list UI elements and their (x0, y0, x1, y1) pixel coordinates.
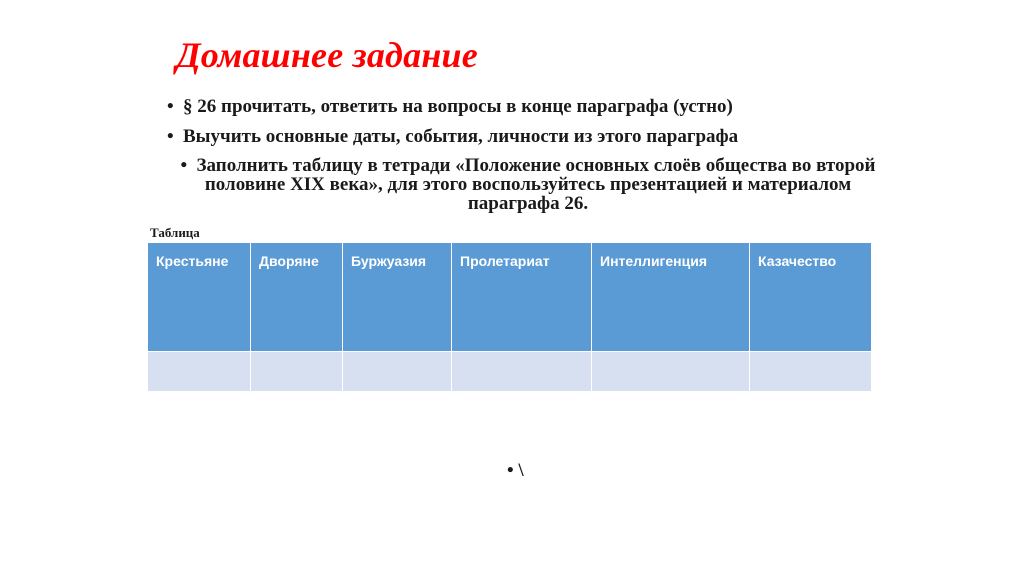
table-cell (343, 352, 452, 392)
table-cell (251, 352, 343, 392)
column-header-nobility: Дворяне (251, 243, 343, 352)
bullet-item-memorize (167, 126, 738, 147)
column-header-proletariat: Пролетариат (452, 243, 592, 352)
column-header-peasants: Крестьяне (148, 243, 251, 352)
bullet-dot-icon: • (167, 96, 174, 117)
bullet-dot-icon: • (167, 126, 174, 147)
slide-title: Домашнее задание (176, 35, 478, 75)
bullet-item-reading (167, 96, 733, 117)
table-cell (148, 352, 251, 392)
table-caption: Таблица (150, 225, 200, 240)
bullet-text: Выучить основные даты, события, личности из этого параграфа (183, 126, 739, 147)
bullet-text: \ (518, 460, 524, 481)
table-cell (592, 352, 750, 392)
table-row (148, 352, 872, 392)
bullet-item-table-task (168, 156, 888, 213)
bullet-item-backslash (507, 460, 524, 482)
bullet-dot-icon: • (507, 460, 514, 481)
table-cell (750, 352, 872, 392)
table-header-row (148, 243, 872, 352)
bullet-dot-icon: • (180, 155, 188, 176)
column-header-intelligentsia: Интеллигенция (592, 243, 750, 352)
bullet-text: Заполнить таблицу в тетради «Положение основных слоёв общества во второй половине XIX века», для этого воспользуйтесь презентацией и материалом параграфа 26. (196, 155, 876, 214)
table-cell (452, 352, 592, 392)
bullet-text: § 26 прочитать, ответить на вопросы в конце параграфа (устно) (183, 96, 733, 117)
column-header-bourgeoisie: Буржуазия (343, 243, 452, 352)
social-strata-table (147, 242, 872, 392)
column-header-cossacks: Казачество (750, 243, 872, 352)
